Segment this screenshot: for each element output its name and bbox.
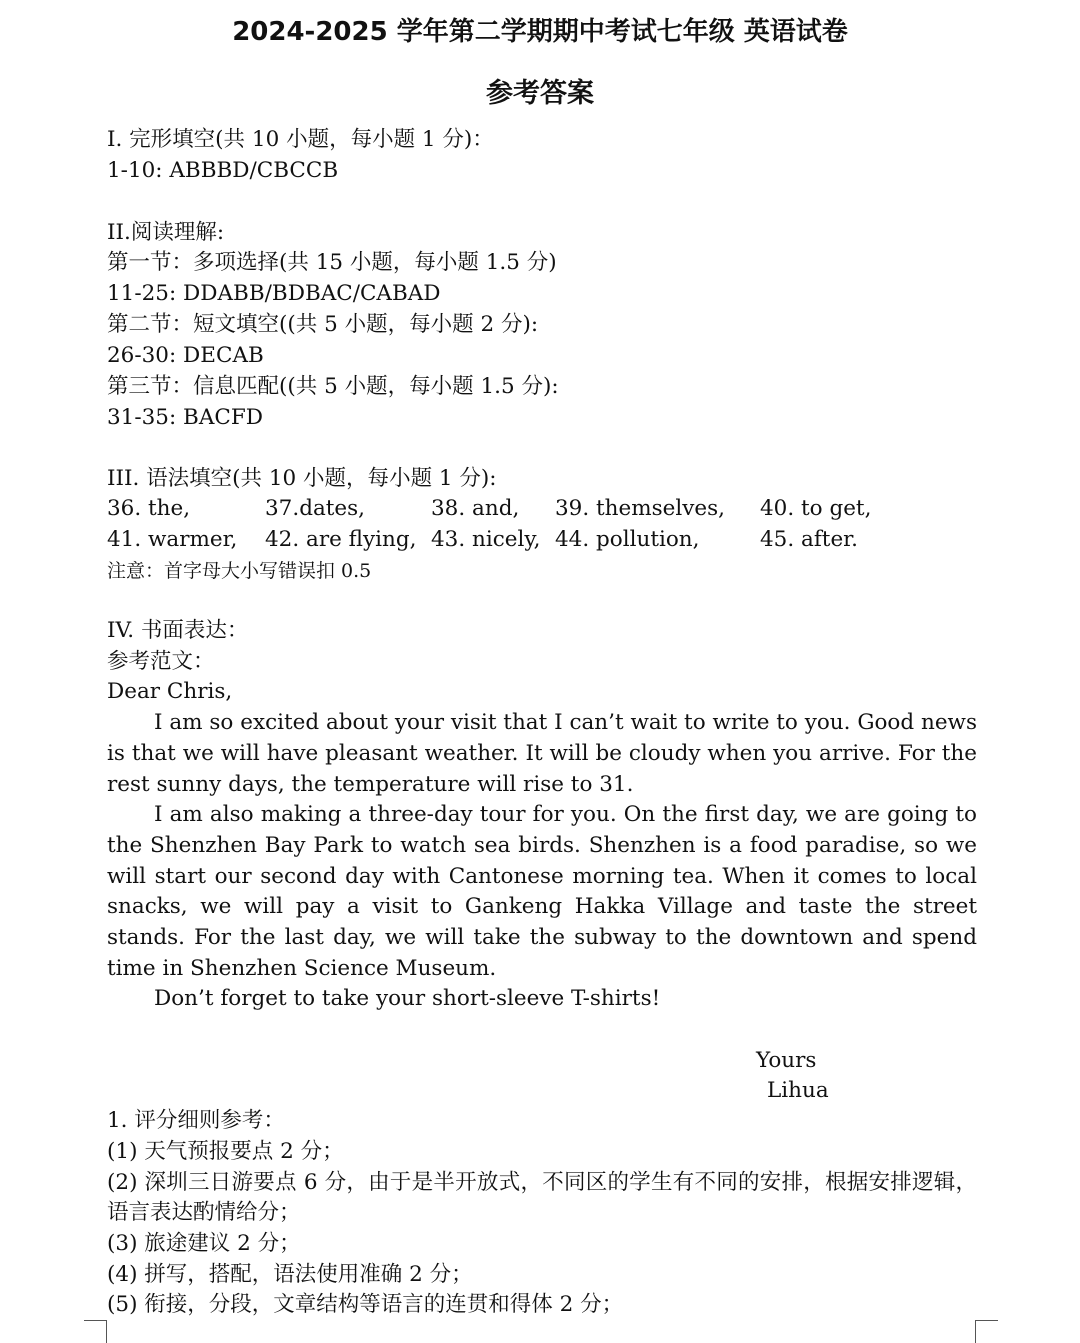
- exam-title: 2024-2025 学年第二学期期中考试七年级 英语试卷: [232, 17, 848, 47]
- grammar-answer: 39. themselves,: [555, 496, 725, 521]
- letter-paragraph: I am so excited about your visit that I can’t wait to write to you. Good news is that we will have pleasant weather. It will be cloudy when you arrive. For the rest sunny days, the temperature will rise to 31.: [107, 710, 977, 797]
- grammar-answer: 43. nicely,: [431, 527, 541, 552]
- letter-closing: Yours: [756, 1048, 817, 1073]
- letter-paragraph: Don’t forget to take your short-sleeve T-shirts!: [154, 986, 661, 1011]
- scoring-heading: 1. 评分细则参考：: [107, 1108, 285, 1133]
- section-2-part-3-heading: 第三节：信息匹配((共 5 小题，每小题 1.5 分):: [107, 374, 559, 399]
- sample-essay-label: 参考范文：: [107, 649, 215, 674]
- section-1-answers: 1-10: ABBBD/CBCCB: [107, 158, 339, 183]
- grammar-answer: 37.dates,: [265, 496, 366, 521]
- grammar-answer: 38. and,: [431, 496, 520, 521]
- section-2-part-1-answers: 11-25: DDABB/BDBAC/CABAD: [107, 281, 441, 306]
- section-2-part-2-answers: 26-30: DECAB: [107, 343, 264, 368]
- section-2-part-2-heading: 第二节：短文填空((共 5 小题，每小题 2 分):: [107, 312, 539, 337]
- scoring-item: (2) 深圳三日游要点 6 分，由于是半开放式，不同区的学生有不同的安排，根据安排逻辑，语言表达酌情给分；: [107, 1170, 977, 1225]
- letter-signature: Lihua: [767, 1078, 829, 1103]
- grammar-answer: 41. warmer,: [107, 527, 238, 552]
- grammar-answer: 40. to get,: [760, 496, 872, 521]
- crop-mark-icon: [975, 1320, 998, 1343]
- section-4-heading: IV. 书面表达：: [107, 618, 249, 643]
- answer-key-title: 参考答案: [486, 78, 594, 109]
- grammar-answer: 36. the,: [107, 496, 191, 521]
- letter-greeting: Dear Chris,: [107, 679, 233, 704]
- crop-mark-icon: [84, 1320, 107, 1343]
- scoring-item: (3) 旅途建议 2 分；: [107, 1231, 301, 1256]
- scoring-item: (1) 天气预报要点 2 分；: [107, 1139, 344, 1164]
- section-2-part-1-heading: 第一节：多项选择(共 15 小题，每小题 1.5 分): [107, 250, 557, 275]
- grammar-answer: 45. after.: [760, 527, 858, 552]
- scoring-item: (4) 拼写，搭配，语法使用准确 2 分；: [107, 1262, 473, 1287]
- letter-paragraph: I am also making a three-day tour for you. On the first day, we are going to the Shenzhen Bay Park to watch sea birds. Shenzhen is a food paradise, so we will start our second day with Cantonese morning tea. When it comes to local snacks, we will pay a visit to Gankeng Hakka Village and taste the street stands. For the last day, we will take the subway to the downtown and spend time in Shenzhen Science Museum.: [107, 802, 977, 981]
- section-2-part-3-answers: 31-35: BACFD: [107, 405, 263, 430]
- section-3-heading: III. 语法填空(共 10 小题，每小题 1 分):: [107, 466, 497, 491]
- grammar-note: 注意：首字母大小写错误扣 0.5: [107, 560, 372, 582]
- grammar-answer: 42. are flying,: [265, 527, 417, 552]
- section-1-heading: I. 完形填空(共 10 小题，每小题 1 分)：: [107, 127, 494, 152]
- grammar-answer: 44. pollution,: [555, 527, 700, 552]
- scoring-item: (5) 衔接，分段，文章结构等语言的连贯和得体 2 分；: [107, 1292, 624, 1317]
- section-2-heading: II.阅读理解:: [107, 220, 225, 245]
